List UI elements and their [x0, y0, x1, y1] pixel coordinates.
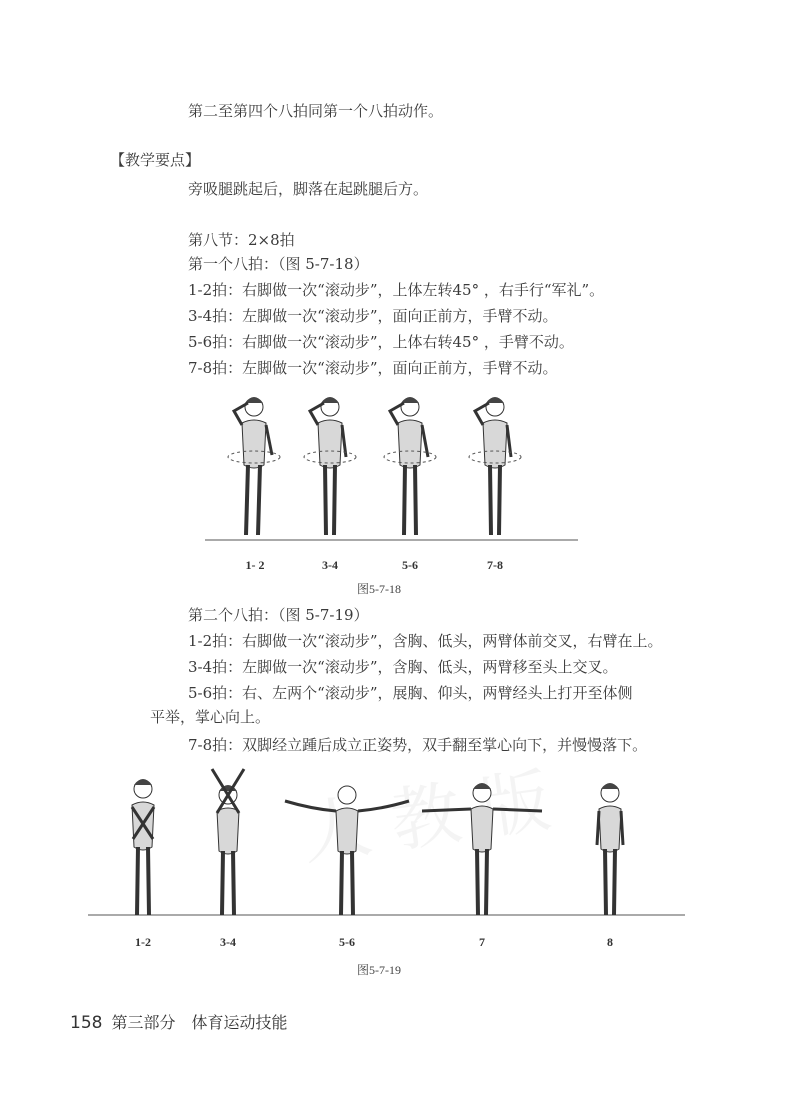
eight2-item: 5-6拍：右、左两个“滚动步”，展胸、仰头，两臂经头上打开至体侧	[188, 684, 633, 702]
page-footer	[70, 1010, 288, 1033]
eight2-item-continuation: 平举，掌心向上。	[150, 708, 271, 726]
eight2-item: 3-4拍：左脚做一次“滚动步”，含胸、低头，两臂移至头上交叉。	[188, 658, 618, 676]
figure2-beat-label: 1-2	[135, 935, 151, 949]
dancer-figure-5-6	[285, 786, 409, 915]
section8-title: 第八节：2×8拍	[188, 231, 295, 249]
figure1-beat-label: 7-8	[487, 558, 503, 572]
figure1-caption: 图5-7-18	[357, 582, 401, 596]
eight1-item: 1-2拍：右脚做一次“滚动步”，上体左转45° ，右手行“军礼”。	[188, 281, 605, 299]
dancer-figure-1-2	[132, 779, 154, 915]
figure1-beat-label: 1- 2	[245, 558, 265, 572]
figure2-caption: 图5-7-19	[357, 963, 401, 977]
eight1-item: 3-4拍：左脚做一次“滚动步”，面向正前方，手臂不动。	[188, 307, 558, 325]
footer-section: 第三部分 体育运动技能	[111, 1013, 288, 1032]
teaching-point: 旁吸腿跳起后，脚落在起跳腿后方。	[188, 180, 429, 198]
dancer-figure-3-4	[212, 769, 244, 915]
figure1-beat-label: 5-6	[402, 558, 418, 572]
eight1-title: 第一个八拍：（图 5-7-18）	[188, 255, 369, 273]
dancer-figure-8	[597, 783, 623, 915]
eight2-item: 7-8拍：双脚经立踵后成立正姿势，双手翻至掌心向下，并慢慢落下。	[188, 736, 648, 754]
figure2-beat-label: 7	[479, 935, 485, 949]
figure2-beat-label: 3-4	[220, 935, 236, 949]
figure2-beat-label: 5-6	[339, 935, 355, 949]
eight2-title: 第二个八拍：（图 5-7-19）	[188, 606, 369, 624]
eight1-item: 7-8拍：左脚做一次“滚动步”，面向正前方，手臂不动。	[188, 359, 558, 377]
eight1-item: 5-6拍：右脚做一次“滚动步”，上体右转45° ，手臂不动。	[188, 333, 574, 351]
eight2-item: 1-2拍：右脚做一次“滚动步”，含胸、低头，两臂体前交叉，右臂在上。	[188, 632, 663, 650]
figure1-beat-label: 3-4	[322, 558, 338, 572]
section-heading: 【教学要点】	[110, 151, 201, 169]
figure2-beat-label: 8	[607, 935, 613, 949]
dancer-figure-7	[422, 783, 542, 915]
text-line-intro: 第二至第四个八拍同第一个八拍动作。	[188, 102, 444, 120]
page-number: 158	[70, 1013, 103, 1033]
